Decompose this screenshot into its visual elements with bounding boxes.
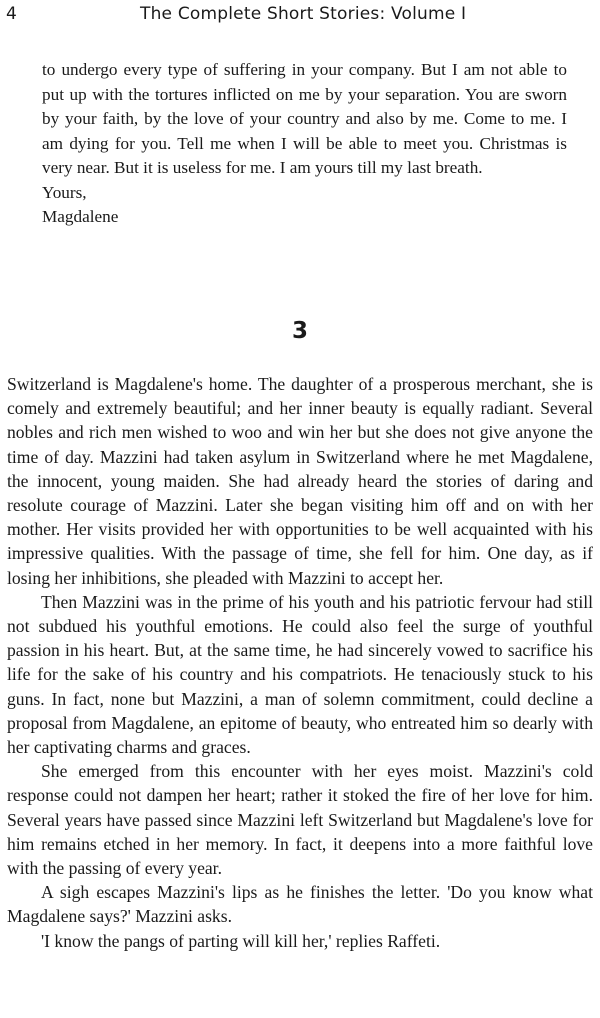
paragraph: 'I know the pangs of parting will kill her,' replies Raffeti. — [41, 930, 441, 951]
running-head — [0, 2, 600, 26]
paragraph: Switzerland is Magdalene's home. The daughter of a prosperous merchant, she is comely and extremely beautiful; and her inner beauty is equally radiant. Several nobles and rich men wished to woo and win her but she does not give anyone the time of day. Mazzini had taken asylum in Switzerland where he met Magdalene, the innocent, young maiden. She had already heard the stories of daring and resolute courage of Mazzini. Later she began visiting him off and on with her mother. Her visits provided her with opportunities to be well acquainted with his impressive qualities. With the passage of time, she fell for him. One day, as if losing her inhibitions, she pleaded with Mazzini to accept her. — [7, 374, 593, 588]
paragraph: Then Mazzini was in the prime of his youth and his patriotic fervour had still not subdued his youthful emotions. He could also feel the surge of youthful passion in his heart. But, at the same time, he had sincerely vowed to sacrifice his life for the sake of his country and his compatriots. He tenaciously stuck to his guns. In fact, none but Mazzini, a man of solemn commitment, could decline a proposal from Magdalene, an epitome of beauty, who entreated him so dearly with her captivating charms and graces. — [7, 591, 593, 758]
letter-text — [42, 58, 567, 230]
paragraph: A sigh escapes Mazzini's lips as he finishes the letter. 'Do you know what Magdalene says?' Mazzini asks. — [7, 882, 593, 927]
letter-body: to undergo every type of suffering in your company. But I am not able to put up with the tortures inflicted on me by your separation. You are sworn by your faith, by the love of your country and also by me. Come to me. I am dying for you. Tell me when I will be able to meet you. Christmas is very near. But it is useless for me. I am yours till my last breath. — [42, 60, 567, 177]
section-number: 3 — [291, 318, 308, 344]
letter-closing: Yours, — [42, 182, 87, 202]
letter-signature: Magdalene — [42, 207, 119, 226]
page-number: 4 — [6, 4, 17, 24]
body-text — [7, 372, 593, 953]
paragraph: She emerged from this encounter with her eyes moist. Mazzini's cold response could not dampen her heart; rather it stoked the fire of her love for him. Several years have passed since Mazzini left Switzerland but Magdalene's love for him remains etched in her memory. In fact, it deepens into a more faithful love with the passing of every year. — [7, 761, 593, 879]
running-title: The Complete Short Stories: Volume I — [140, 4, 467, 24]
